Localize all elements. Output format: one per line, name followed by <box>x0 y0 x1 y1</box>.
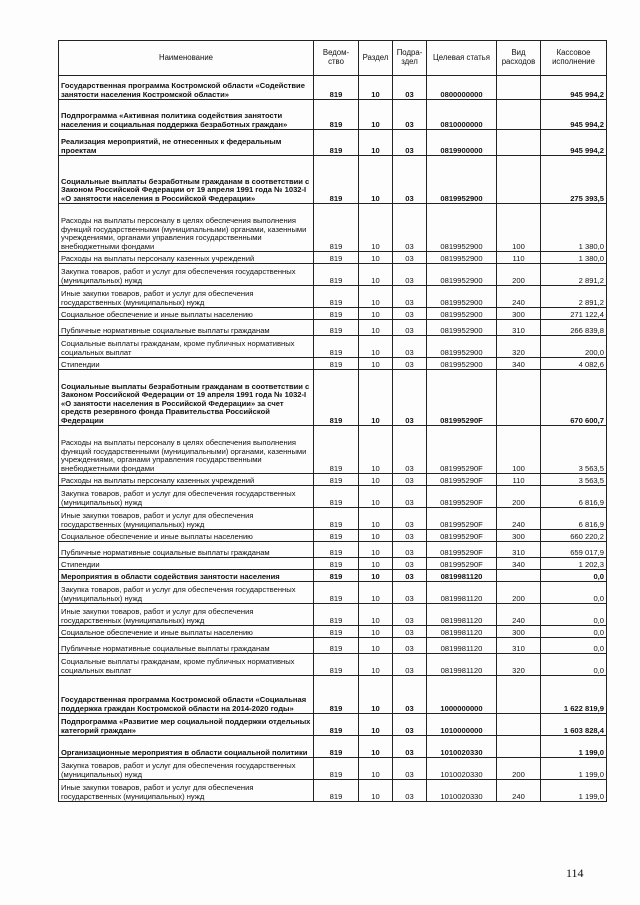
row-expense-type: 200 <box>497 582 541 604</box>
row-section: 10 <box>359 100 393 130</box>
row-section: 10 <box>359 474 393 486</box>
row-section: 10 <box>359 654 393 676</box>
table-row <box>59 486 607 508</box>
table-row <box>59 530 607 542</box>
row-cash-execution: 945 994,2 <box>541 130 607 156</box>
row-target-article: 081995290F <box>427 530 497 542</box>
row-name: Стипендии <box>59 558 314 570</box>
row-cash-execution: 2 891,2 <box>541 264 607 286</box>
row-name: Закупка товаров, работ и услуг для обеспечения государственных (муниципальных) нужд <box>59 582 314 604</box>
row-cash-execution: 1 380,0 <box>541 204 607 252</box>
row-expense-type <box>497 714 541 736</box>
table-row <box>59 714 607 736</box>
row-expense-type: 240 <box>497 508 541 530</box>
row-name: Стипендии <box>59 358 314 370</box>
header-section: Раздел <box>359 41 393 76</box>
row-subsection: 03 <box>393 426 427 474</box>
row-name: Иные закупки товаров, работ и услуг для обеспечения государственных (муниципальных) нужд <box>59 508 314 530</box>
row-name: Расходы на выплаты персоналу в целях обеспечения выполнения функций государственными (муниципальными) органами, казенными учреждениями, органами управления государственными внебюджетными фондами <box>59 426 314 474</box>
row-expense-type: 240 <box>497 286 541 308</box>
row-target-article: 0819952900 <box>427 264 497 286</box>
row-section: 10 <box>359 358 393 370</box>
row-section: 10 <box>359 320 393 336</box>
row-expense-type <box>497 156 541 204</box>
row-department: 819 <box>314 582 359 604</box>
row-target-article: 0819952900 <box>427 204 497 252</box>
row-department: 819 <box>314 604 359 626</box>
row-expense-type: 110 <box>497 252 541 264</box>
row-subsection: 03 <box>393 320 427 336</box>
row-name: Закупка товаров, работ и услуг для обеспечения государственных (муниципальных) нужд <box>59 486 314 508</box>
row-subsection: 03 <box>393 676 427 714</box>
row-department: 819 <box>314 508 359 530</box>
row-cash-execution: 1 199,0 <box>541 736 607 758</box>
page-number: 114 <box>566 866 584 880</box>
row-subsection: 03 <box>393 252 427 264</box>
row-name: Социальное обеспечение и иные выплаты населению <box>59 308 314 320</box>
row-target-article: 1010000000 <box>427 714 497 736</box>
row-cash-execution: 0,0 <box>541 582 607 604</box>
table-row <box>59 264 607 286</box>
table-row <box>59 542 607 558</box>
row-target-article: 0819981120 <box>427 604 497 626</box>
row-section: 10 <box>359 676 393 714</box>
row-cash-execution: 6 816,9 <box>541 486 607 508</box>
row-department: 819 <box>314 676 359 714</box>
row-cash-execution: 275 393,5 <box>541 156 607 204</box>
row-department: 819 <box>314 638 359 654</box>
table-row <box>59 570 607 582</box>
row-subsection: 03 <box>393 570 427 582</box>
row-department: 819 <box>314 370 359 426</box>
row-target-article: 1010020330 <box>427 780 497 802</box>
row-subsection: 03 <box>393 714 427 736</box>
table-row <box>59 780 607 802</box>
row-target-article: 0819981120 <box>427 638 497 654</box>
row-target-article: 0819981120 <box>427 582 497 604</box>
table-row <box>59 100 607 130</box>
row-target-article: 1010020330 <box>427 758 497 780</box>
row-section: 10 <box>359 204 393 252</box>
row-expense-type: 300 <box>497 626 541 638</box>
row-subsection: 03 <box>393 156 427 204</box>
row-cash-execution: 3 563,5 <box>541 474 607 486</box>
row-cash-execution: 0,0 <box>541 638 607 654</box>
row-expense-type <box>497 76 541 100</box>
table-header-row <box>59 41 607 76</box>
row-section: 10 <box>359 156 393 204</box>
table-row <box>59 286 607 308</box>
row-cash-execution: 0,0 <box>541 570 607 582</box>
table-row <box>59 370 607 426</box>
row-subsection: 03 <box>393 582 427 604</box>
table-row <box>59 676 607 714</box>
row-department: 819 <box>314 76 359 100</box>
row-cash-execution: 1 603 828,4 <box>541 714 607 736</box>
table-row <box>59 638 607 654</box>
row-section: 10 <box>359 758 393 780</box>
row-department: 819 <box>314 654 359 676</box>
row-cash-execution: 1 380,0 <box>541 252 607 264</box>
row-subsection: 03 <box>393 474 427 486</box>
row-cash-execution: 2 891,2 <box>541 286 607 308</box>
row-expense-type: 100 <box>497 426 541 474</box>
row-subsection: 03 <box>393 604 427 626</box>
row-cash-execution: 0,0 <box>541 654 607 676</box>
row-name: Публичные нормативные социальные выплаты гражданам <box>59 542 314 558</box>
row-cash-execution: 660 220,2 <box>541 530 607 542</box>
header-expense-type: Вид расходов <box>497 41 541 76</box>
row-expense-type <box>497 100 541 130</box>
row-department: 819 <box>314 558 359 570</box>
row-expense-type: 310 <box>497 320 541 336</box>
row-cash-execution: 945 994,2 <box>541 100 607 130</box>
row-cash-execution: 266 839,8 <box>541 320 607 336</box>
row-section: 10 <box>359 558 393 570</box>
row-section: 10 <box>359 542 393 558</box>
row-subsection: 03 <box>393 780 427 802</box>
row-subsection: 03 <box>393 76 427 100</box>
row-department: 819 <box>314 156 359 204</box>
row-name: Государственная программа Костромской области «Содействие занятости населения Костромской области» <box>59 76 314 100</box>
row-department: 819 <box>314 130 359 156</box>
row-name: Иные закупки товаров, работ и услуг для обеспечения государственных (муниципальных) нужд <box>59 604 314 626</box>
row-subsection: 03 <box>393 336 427 358</box>
row-target-article: 081995290F <box>427 486 497 508</box>
row-expense-type: 320 <box>497 654 541 676</box>
row-cash-execution: 6 816,9 <box>541 508 607 530</box>
row-department: 819 <box>314 570 359 582</box>
row-section: 10 <box>359 570 393 582</box>
row-department: 819 <box>314 100 359 130</box>
row-target-article: 0810000000 <box>427 100 497 130</box>
row-section: 10 <box>359 286 393 308</box>
row-department: 819 <box>314 780 359 802</box>
row-subsection: 03 <box>393 130 427 156</box>
row-target-article: 0819952900 <box>427 308 497 320</box>
row-cash-execution: 0,0 <box>541 626 607 638</box>
row-cash-execution: 4 082,6 <box>541 358 607 370</box>
row-expense-type <box>497 676 541 714</box>
row-section: 10 <box>359 264 393 286</box>
row-department: 819 <box>314 542 359 558</box>
row-name: Реализация мероприятий, не отнесенных к федеральным проектам <box>59 130 314 156</box>
row-expense-type: 100 <box>497 204 541 252</box>
row-section: 10 <box>359 76 393 100</box>
table-row <box>59 252 607 264</box>
row-target-article: 081995290F <box>427 370 497 426</box>
row-section: 10 <box>359 582 393 604</box>
row-name: Расходы на выплаты персоналу казенных учреждений <box>59 474 314 486</box>
row-name: Подпрограмма «Развитие мер социальной поддержки отдельных категорий граждан» <box>59 714 314 736</box>
row-subsection: 03 <box>393 204 427 252</box>
row-name: Социальное обеспечение и иные выплаты населению <box>59 530 314 542</box>
row-expense-type: 200 <box>497 486 541 508</box>
row-name: Расходы на выплаты персоналу казенных учреждений <box>59 252 314 264</box>
row-target-article: 0819952900 <box>427 358 497 370</box>
row-department: 819 <box>314 252 359 264</box>
row-name: Расходы на выплаты персоналу в целях обеспечения выполнения функций государственными (муниципальными) органами, казенными учреждениями, органами управления государственными внебюджетными фондами <box>59 204 314 252</box>
row-department: 819 <box>314 358 359 370</box>
row-section: 10 <box>359 638 393 654</box>
table-row <box>59 626 607 638</box>
row-expense-type <box>497 736 541 758</box>
row-name: Публичные нормативные социальные выплаты гражданам <box>59 638 314 654</box>
row-subsection: 03 <box>393 654 427 676</box>
row-subsection: 03 <box>393 486 427 508</box>
header-name: Наименование <box>59 41 314 76</box>
budget-table <box>58 40 607 802</box>
table-row <box>59 508 607 530</box>
row-section: 10 <box>359 604 393 626</box>
table-row <box>59 604 607 626</box>
header-subsection: Подра-здел <box>393 41 427 76</box>
table-row <box>59 156 607 204</box>
row-cash-execution: 0,0 <box>541 604 607 626</box>
row-name: Закупка товаров, работ и услуг для обеспечения государственных (муниципальных) нужд <box>59 758 314 780</box>
row-subsection: 03 <box>393 736 427 758</box>
row-subsection: 03 <box>393 542 427 558</box>
row-section: 10 <box>359 370 393 426</box>
row-department: 819 <box>314 530 359 542</box>
table-row <box>59 558 607 570</box>
row-department: 819 <box>314 626 359 638</box>
row-target-article: 081995290F <box>427 508 497 530</box>
row-expense-type: 200 <box>497 264 541 286</box>
table-row <box>59 130 607 156</box>
row-section: 10 <box>359 308 393 320</box>
row-cash-execution: 945 994,2 <box>541 76 607 100</box>
row-target-article: 0800000000 <box>427 76 497 100</box>
table-row <box>59 474 607 486</box>
row-expense-type: 300 <box>497 530 541 542</box>
row-target-article: 0819900000 <box>427 130 497 156</box>
row-target-article: 0819952900 <box>427 156 497 204</box>
row-section: 10 <box>359 336 393 358</box>
row-department: 819 <box>314 286 359 308</box>
row-name: Социальные выплаты безработным гражданам в соответствии с Законом Российской Федерации от 19 апреля 1991 года № 1032-I «О занятости населения в Российской Федерации» <box>59 156 314 204</box>
row-expense-type: 320 <box>497 336 541 358</box>
row-name: Социальные выплаты безработным гражданам в соответствии с Законом Российской Федерации от 19 апреля 1991 года № 1032-I «О занятости населения в Российской Федерации» за счет средств резервного фонда Правительства Российской Федерации <box>59 370 314 426</box>
row-name: Организационные мероприятия в области социальной политики <box>59 736 314 758</box>
row-section: 10 <box>359 780 393 802</box>
row-target-article: 081995290F <box>427 558 497 570</box>
row-expense-type: 310 <box>497 638 541 654</box>
row-subsection: 03 <box>393 508 427 530</box>
row-target-article: 081995290F <box>427 426 497 474</box>
row-name: Социальные выплаты гражданам, кроме публичных нормативных социальных выплат <box>59 654 314 676</box>
row-target-article: 0819952900 <box>427 336 497 358</box>
row-target-article: 0819952900 <box>427 286 497 308</box>
row-target-article: 0819952900 <box>427 320 497 336</box>
row-expense-type: 300 <box>497 308 541 320</box>
row-target-article: 081995290F <box>427 542 497 558</box>
row-department: 819 <box>314 474 359 486</box>
table-row <box>59 582 607 604</box>
row-subsection: 03 <box>393 626 427 638</box>
row-subsection: 03 <box>393 530 427 542</box>
row-cash-execution: 3 563,5 <box>541 426 607 474</box>
row-department: 819 <box>314 336 359 358</box>
table-row <box>59 76 607 100</box>
row-cash-execution: 670 600,7 <box>541 370 607 426</box>
row-target-article: 0819981120 <box>427 570 497 582</box>
row-subsection: 03 <box>393 100 427 130</box>
row-section: 10 <box>359 736 393 758</box>
table-row <box>59 308 607 320</box>
table-row <box>59 758 607 780</box>
row-target-article: 0819952900 <box>427 252 497 264</box>
row-section: 10 <box>359 714 393 736</box>
row-subsection: 03 <box>393 558 427 570</box>
table-row <box>59 336 607 358</box>
row-expense-type <box>497 130 541 156</box>
row-expense-type: 240 <box>497 604 541 626</box>
row-cash-execution: 1 199,0 <box>541 758 607 780</box>
table-row <box>59 654 607 676</box>
row-target-article: 081995290F <box>427 474 497 486</box>
row-subsection: 03 <box>393 638 427 654</box>
row-department: 819 <box>314 736 359 758</box>
row-expense-type <box>497 570 541 582</box>
header-target-article: Целевая статья <box>427 41 497 76</box>
row-target-article: 1000000000 <box>427 676 497 714</box>
row-expense-type: 110 <box>497 474 541 486</box>
row-target-article: 0819981120 <box>427 626 497 638</box>
row-department: 819 <box>314 320 359 336</box>
row-cash-execution: 1 202,3 <box>541 558 607 570</box>
header-department: Ведом-ство <box>314 41 359 76</box>
row-subsection: 03 <box>393 358 427 370</box>
row-name: Иные закупки товаров, работ и услуг для обеспечения государственных (муниципальных) нужд <box>59 780 314 802</box>
row-target-article: 1010020330 <box>427 736 497 758</box>
row-department: 819 <box>314 758 359 780</box>
row-target-article: 0819981120 <box>427 654 497 676</box>
row-subsection: 03 <box>393 370 427 426</box>
row-department: 819 <box>314 486 359 508</box>
row-section: 10 <box>359 530 393 542</box>
row-section: 10 <box>359 252 393 264</box>
table-row <box>59 426 607 474</box>
row-department: 819 <box>314 308 359 320</box>
row-cash-execution: 1 622 819,9 <box>541 676 607 714</box>
row-section: 10 <box>359 626 393 638</box>
row-section: 10 <box>359 486 393 508</box>
row-name: Публичные нормативные социальные выплаты гражданам <box>59 320 314 336</box>
row-subsection: 03 <box>393 758 427 780</box>
row-subsection: 03 <box>393 286 427 308</box>
row-expense-type: 240 <box>497 780 541 802</box>
row-department: 819 <box>314 714 359 736</box>
row-cash-execution: 271 122,4 <box>541 308 607 320</box>
row-subsection: 03 <box>393 308 427 320</box>
row-expense-type: 310 <box>497 542 541 558</box>
row-expense-type: 340 <box>497 358 541 370</box>
row-cash-execution: 1 199,0 <box>541 780 607 802</box>
row-section: 10 <box>359 130 393 156</box>
row-section: 10 <box>359 508 393 530</box>
row-expense-type <box>497 370 541 426</box>
row-name: Иные закупки товаров, работ и услуг для обеспечения государственных (муниципальных) нужд <box>59 286 314 308</box>
row-section: 10 <box>359 426 393 474</box>
row-department: 819 <box>314 264 359 286</box>
header-cash-execution: Кассовое исполнение <box>541 41 607 76</box>
table-row <box>59 736 607 758</box>
table-row <box>59 204 607 252</box>
table-row <box>59 320 607 336</box>
row-cash-execution: 200,0 <box>541 336 607 358</box>
row-name: Закупка товаров, работ и услуг для обеспечения государственных (муниципальных) нужд <box>59 264 314 286</box>
row-cash-execution: 659 017,9 <box>541 542 607 558</box>
row-name: Подпрограмма «Активная политика содействия занятости населения и социальная поддержка безработных граждан» <box>59 100 314 130</box>
table-row <box>59 358 607 370</box>
row-expense-type: 200 <box>497 758 541 780</box>
row-department: 819 <box>314 426 359 474</box>
row-name: Социальное обеспечение и иные выплаты населению <box>59 626 314 638</box>
row-department: 819 <box>314 204 359 252</box>
row-name: Мероприятия в области содействия занятости населения <box>59 570 314 582</box>
row-subsection: 03 <box>393 264 427 286</box>
row-expense-type: 340 <box>497 558 541 570</box>
row-name: Государственная программа Костромской области «Социальная поддержка граждан Костромской области на 2014-2020 годы» <box>59 676 314 714</box>
row-name: Социальные выплаты гражданам, кроме публичных нормативных социальных выплат <box>59 336 314 358</box>
